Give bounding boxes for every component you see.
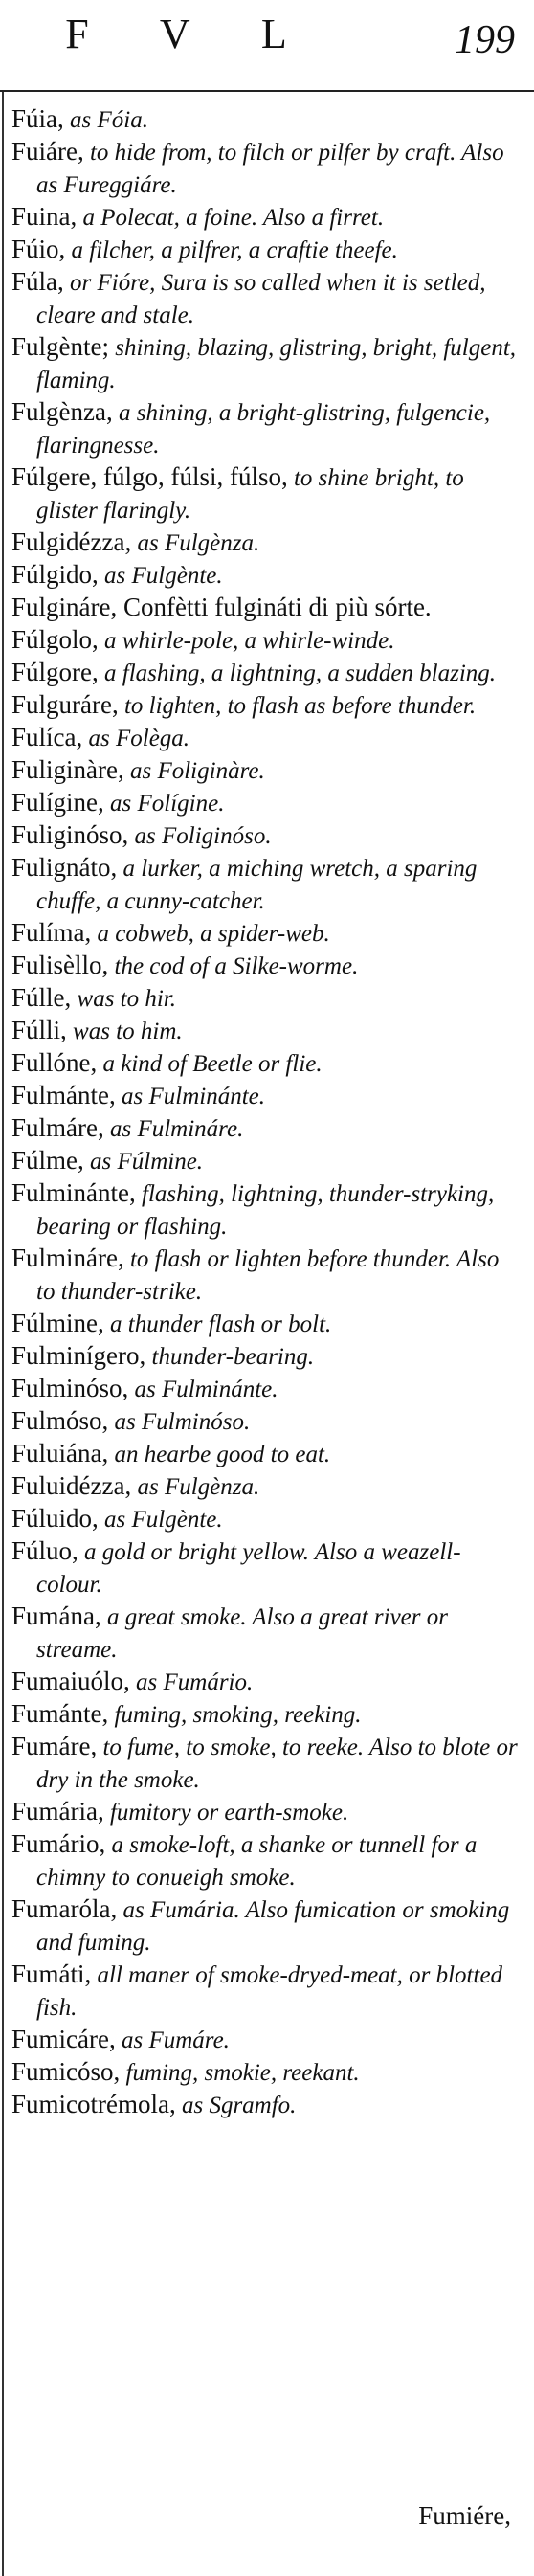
dictionary-entry bbox=[11, 852, 519, 917]
definition: the cod of a Silke-worme. bbox=[108, 953, 359, 979]
definition: a kind of Beetle or flie. bbox=[97, 1051, 323, 1077]
dictionary-entry bbox=[11, 1243, 519, 1308]
dictionary-entry bbox=[11, 1731, 519, 1796]
dictionary-entry bbox=[11, 657, 519, 689]
definition: as Sgramfo. bbox=[175, 2093, 297, 2118]
definition: as Fulmináre. bbox=[103, 1116, 244, 1142]
definition: fuming, smokie, reekant. bbox=[120, 2060, 360, 2086]
headword: Fuiáre, bbox=[11, 137, 84, 166]
headword: Fulignáto, bbox=[11, 853, 118, 882]
headword: Fumária, bbox=[11, 1797, 104, 1826]
dictionary-entry bbox=[11, 1796, 519, 1828]
definition: a great smoke. Also a great river or streame. bbox=[36, 1604, 448, 1663]
dictionary-entry bbox=[11, 559, 519, 592]
definition: as Fulgènte. bbox=[98, 563, 223, 589]
headword: Fulígine, bbox=[11, 788, 104, 817]
dictionary-entry bbox=[11, 1698, 519, 1731]
head-letters: F V L bbox=[65, 11, 318, 57]
dictionary-entry bbox=[11, 1373, 519, 1405]
dictionary-entry bbox=[11, 1340, 519, 1373]
definition: fuming, smoking, reeking. bbox=[108, 1702, 362, 1728]
definition: as Fulminánte. bbox=[115, 1084, 265, 1109]
dictionary-entry bbox=[11, 787, 519, 819]
dictionary-entry bbox=[11, 754, 519, 787]
definition: as Foliginóso. bbox=[128, 823, 272, 849]
headword: Fúlli, bbox=[11, 1016, 67, 1044]
headword: Fuluiána, bbox=[11, 1439, 109, 1467]
definition: a whirle-pole, a whirle-winde. bbox=[98, 628, 395, 654]
headword: Fulmináre, bbox=[11, 1243, 124, 1272]
headword: Fúlle, bbox=[11, 983, 72, 1012]
definition: flashing, lightning, thunder-stryking, bearing or flashing. bbox=[36, 1181, 495, 1240]
definition: to lighten, to flash as before thunder. bbox=[118, 693, 477, 719]
definition: a flashing, a lightning, a sudden blazing. bbox=[98, 661, 497, 686]
headword: Fuliginàre, bbox=[11, 755, 124, 784]
headword: Fumário, bbox=[11, 1829, 106, 1858]
definition: was to hir. bbox=[71, 986, 177, 1012]
dictionary-entry bbox=[11, 201, 519, 234]
definition: shining, blazing, glistring, bright, fulgent, flaming. bbox=[36, 335, 517, 393]
dictionary-entry bbox=[11, 917, 519, 950]
headword: Fulminígero, bbox=[11, 1341, 146, 1370]
definition: to shine bright, to glister flaringly. bbox=[36, 465, 464, 524]
headword: Fumaiuólo, bbox=[11, 1667, 130, 1695]
definition: as Folèga. bbox=[82, 726, 190, 751]
definition: a smoke-loft, a shanke or tunnell for a chimny to conueigh smoke. bbox=[36, 1832, 478, 1891]
dictionary-entry bbox=[11, 819, 519, 852]
dictionary-entry bbox=[11, 592, 519, 624]
header-rule bbox=[0, 90, 534, 92]
dictionary-entry bbox=[11, 1535, 519, 1601]
definition: was to him. bbox=[66, 1019, 183, 1044]
dictionary-entry bbox=[11, 1893, 519, 1959]
definition: all maner of smoke-dryed-meat, or blotted fish. bbox=[36, 1962, 503, 2021]
dictionary-entry bbox=[11, 396, 519, 461]
definition: as Fulgènza. bbox=[131, 530, 260, 556]
headword: Fúlgido, bbox=[11, 560, 99, 589]
headword: Fulíca, bbox=[11, 723, 83, 751]
definition: a shining, a bright-glistring, fulgencie, flaringnesse. bbox=[36, 400, 491, 459]
headword: Fumaróla, bbox=[11, 1894, 118, 1923]
dictionary-entry bbox=[11, 103, 519, 136]
headword: Fúia, bbox=[11, 104, 64, 133]
dictionary-entry bbox=[11, 2089, 519, 2121]
headword: Fumáti, bbox=[11, 1960, 92, 1988]
dictionary-entry bbox=[11, 1959, 519, 2024]
headword: Fullóne, bbox=[11, 1048, 98, 1077]
definition: an hearbe good to eat. bbox=[108, 1442, 331, 1467]
definition: a thunder flash or bolt. bbox=[103, 1311, 332, 1337]
definition: fumitory or earth-smoke. bbox=[103, 1800, 349, 1826]
definition: as Foliginàre. bbox=[123, 758, 265, 784]
dictionary-entry bbox=[11, 136, 519, 201]
dictionary-entry bbox=[11, 624, 519, 657]
definition: as Fulminánte. bbox=[128, 1377, 278, 1402]
headword: Fuina, bbox=[11, 202, 78, 231]
catchword: Fumiére, bbox=[418, 2501, 511, 2530]
definition: as Fumáre. bbox=[115, 2027, 230, 2053]
definition: a cobweb, a spider-web. bbox=[91, 921, 330, 947]
definition: to hide from, to filch or pilfer by craft. Also as Fureggiáre. bbox=[36, 140, 504, 198]
definition: as Fulminóso. bbox=[108, 1409, 251, 1435]
dictionary-entry bbox=[11, 461, 519, 526]
dictionary-entry bbox=[11, 982, 519, 1015]
headword: Fúluo, bbox=[11, 1536, 78, 1565]
definition: as Fulgènte. bbox=[98, 1507, 223, 1533]
definition: or Fióre, Sura is so called when it is setled, cleare and stale. bbox=[36, 270, 486, 328]
headword: Fúluido, bbox=[11, 1504, 99, 1533]
headword: Fumicóso, bbox=[11, 2057, 121, 2086]
definition: to flash or lighten before thunder. Also to thunder-strike. bbox=[36, 1246, 500, 1305]
dictionary-entry bbox=[11, 1405, 519, 1438]
headword: Fumánte, bbox=[11, 1699, 109, 1728]
definition: as Fúlmine. bbox=[83, 1149, 204, 1175]
headword: Fúio, bbox=[11, 235, 66, 263]
dictionary-entry bbox=[11, 689, 519, 722]
dictionary-entry bbox=[11, 2024, 519, 2056]
headword: Fulgináre, Confètti fulgináti di più sórte. bbox=[11, 593, 432, 621]
dictionary-entry bbox=[11, 1047, 519, 1080]
definition: as Fumária. Also fumication or smoking and fuming. bbox=[36, 1897, 510, 1956]
dictionary-entry bbox=[11, 1503, 519, 1535]
definition: a Polecat, a foine. Also a firret. bbox=[77, 205, 385, 231]
headword: Fuliginóso, bbox=[11, 820, 129, 849]
definition: as Fóia. bbox=[63, 107, 148, 133]
headword: Fúlme, bbox=[11, 1146, 84, 1175]
dictionary-entry bbox=[11, 1438, 519, 1470]
dictionary-entry bbox=[11, 526, 519, 559]
headword: Fulmáre, bbox=[11, 1113, 104, 1142]
headword: Fumicotrémola, bbox=[11, 2090, 176, 2118]
headword: Fúlgolo, bbox=[11, 625, 99, 654]
headword: Fulminóso, bbox=[11, 1374, 129, 1402]
dictionary-entry bbox=[11, 331, 519, 396]
dictionary-entry bbox=[11, 2056, 519, 2089]
headword: Fulminánte, bbox=[11, 1178, 136, 1207]
column-rule bbox=[2, 92, 4, 2576]
headword: Fumicáre, bbox=[11, 2025, 116, 2053]
dictionary-entry bbox=[11, 1666, 519, 1698]
entry-list bbox=[11, 103, 519, 2121]
headword: Fulgènza, bbox=[11, 397, 113, 426]
headword: Fúla, bbox=[11, 267, 64, 296]
definition: a lurker, a miching wretch, a sparing chuffe, a cunny-catcher. bbox=[36, 856, 478, 914]
definition: as Folígine. bbox=[103, 791, 225, 817]
headword: Fulmánte, bbox=[11, 1081, 116, 1109]
dictionary-entry bbox=[11, 266, 519, 331]
headword: Fúlgore, bbox=[11, 658, 99, 686]
headword: Fulisèllo, bbox=[11, 951, 109, 979]
definition: as Fulgènza. bbox=[131, 1474, 260, 1500]
headword: Fulgènte; bbox=[11, 332, 109, 361]
dictionary-entry bbox=[11, 1112, 519, 1145]
dictionary-entry bbox=[11, 1828, 519, 1893]
dictionary-entry bbox=[11, 1308, 519, 1340]
dictionary-entry bbox=[11, 1145, 519, 1177]
headword: Fúlgere, fúlgo, fúlsi, fúlso, bbox=[11, 462, 288, 491]
headword: Fumáre, bbox=[11, 1732, 98, 1760]
dictionary-entry bbox=[11, 1080, 519, 1112]
dictionary-entry bbox=[11, 1177, 519, 1243]
headword: Fulguráre, bbox=[11, 690, 119, 719]
dictionary-entry bbox=[11, 1470, 519, 1503]
headword: Fúlmine, bbox=[11, 1309, 104, 1337]
headword: Fumána, bbox=[11, 1602, 101, 1630]
headword: Fuluidézza, bbox=[11, 1471, 132, 1500]
dictionary-entry bbox=[11, 234, 519, 266]
running-head bbox=[0, 10, 534, 86]
definition: as Fumário. bbox=[129, 1669, 254, 1695]
dictionary-entry bbox=[11, 1601, 519, 1666]
dictionary-entry bbox=[11, 1015, 519, 1047]
dictionary-entry bbox=[11, 950, 519, 982]
headword: Fulmóso, bbox=[11, 1406, 109, 1435]
definition: to fume, to smoke, to reeke. Also to blote or dry in the smoke. bbox=[36, 1735, 518, 1793]
definition: thunder-bearing. bbox=[145, 1344, 315, 1370]
headword: Fulgidézza, bbox=[11, 527, 132, 556]
dictionary-entry bbox=[11, 722, 519, 754]
definition: a filcher, a pilfrer, a craftie theefe. bbox=[65, 237, 398, 263]
definition: a gold or bright yellow. Also a weazell-colour. bbox=[36, 1539, 461, 1598]
headword: Fulíma, bbox=[11, 918, 92, 947]
page-number: 199 bbox=[455, 18, 515, 62]
